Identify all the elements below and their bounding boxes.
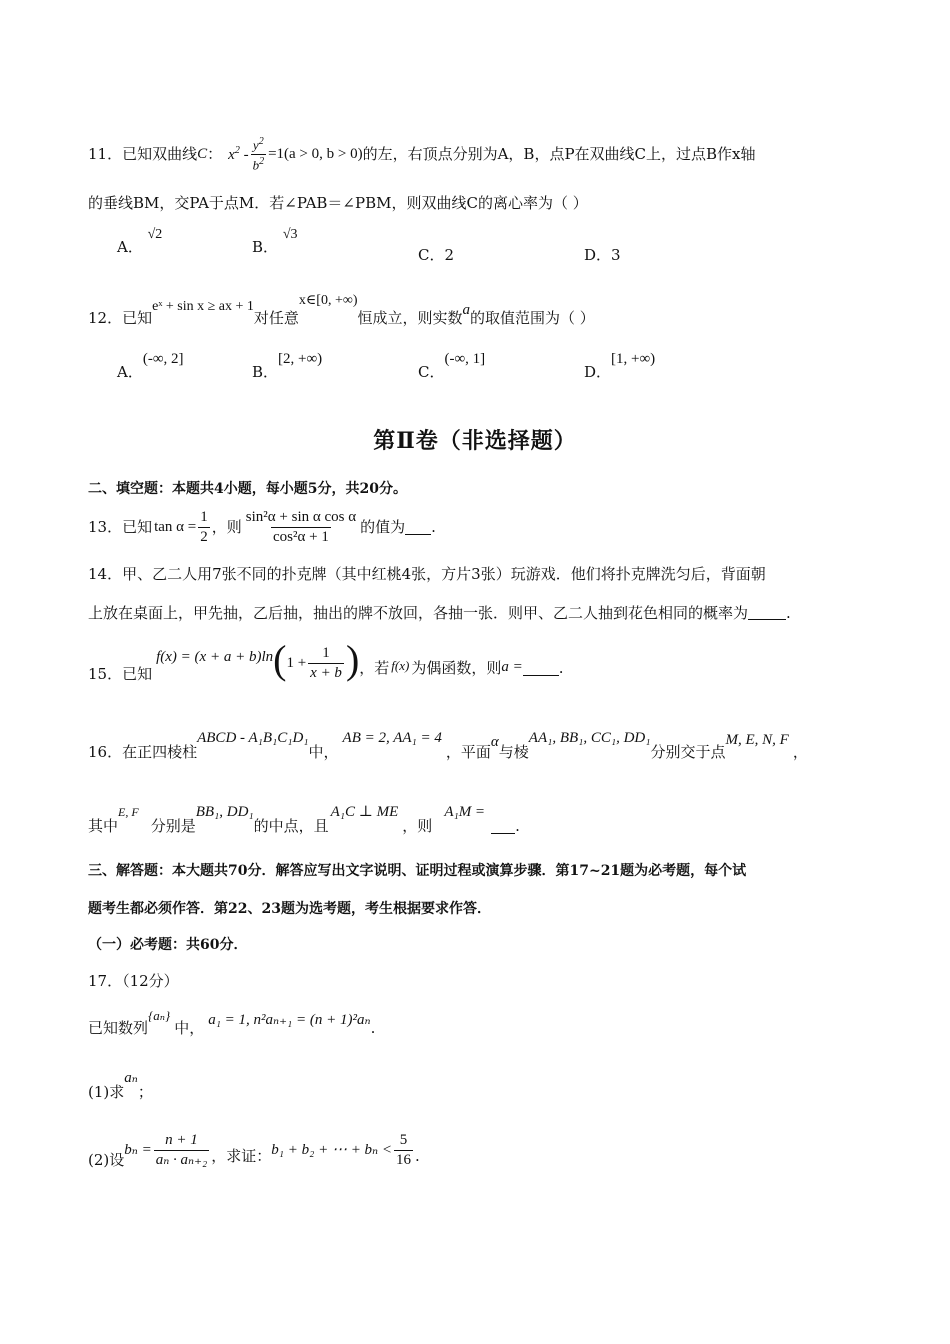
q17-sum: b₁ + b₂ + ⋯ + bₙ <: [271, 1141, 393, 1158]
part3-line1: 三、解答题：本大题共70分．解答应写出文字说明、证明过程或演算步骤．第17~21题为必考题，每个试: [88, 863, 747, 879]
q17-relation: a₁ = 1, n²aₙ₊₁ = (n + 1)²aₙ: [208, 1012, 371, 1028]
q12-option-c: [418, 350, 485, 382]
q16-ask: A₁M =: [444, 804, 486, 820]
q13-mid: ，则: [211, 517, 242, 536]
q16-end: .: [515, 817, 520, 835]
q15-fx: f(x): [391, 657, 410, 673]
q12-var: a: [462, 302, 471, 318]
q16-ef: E, F: [118, 805, 139, 819]
option-value: √3: [282, 227, 298, 242]
q12-pre: 已知: [122, 309, 153, 327]
q17-part1: [88, 1064, 153, 1100]
option-value: [2, +∞): [278, 351, 323, 367]
q12-option-b: [252, 350, 322, 382]
q11-number: 11．: [88, 144, 123, 163]
fraction-denominator: aₙ · aₙ₊₂: [155, 1151, 208, 1168]
q16-answer-blank[interactable]: [491, 819, 515, 834]
q11-line2: 的垂线BM，交PA于点M．若∠PAB＝∠PBM，则双曲线C的离心率为（ ）: [88, 194, 588, 212]
q16-midpoints: BB₁, DD₁: [195, 804, 254, 820]
q16-comma: ，: [792, 743, 808, 761]
q16-mid: 中，: [308, 743, 339, 761]
q17-part2-mid: ，求证：: [211, 1146, 272, 1165]
q16-perp: A₁C ⊥ ME: [330, 804, 399, 820]
option-label: D．3: [584, 246, 621, 264]
q11-option-d: [584, 244, 621, 265]
q17-part1-text: (1)求: [88, 1083, 125, 1101]
q17-bn: bₙ =: [124, 1141, 152, 1158]
fraction-numerator: 5: [399, 1131, 408, 1148]
q15-end: .: [558, 658, 564, 677]
q16-prism: ABCD - A₁B₁C₁D₁: [197, 730, 309, 746]
q11-post: 的左，右顶点分别为A，B，点P在双曲线C上，过点B作x轴: [362, 144, 756, 163]
q12-mid: 对任意: [253, 309, 299, 327]
q16-number: 16．: [88, 743, 123, 761]
q16-plane: α: [490, 734, 499, 750]
q17-end: .: [370, 1019, 376, 1037]
q13-expression-fraction: [244, 510, 358, 545]
q11-line1: [88, 136, 756, 172]
q15-mid: ，若: [359, 658, 390, 677]
q16-l2-pre: 其中: [88, 817, 119, 835]
q17-line: [88, 1000, 375, 1036]
fraction-numerator: n + 1: [165, 1131, 198, 1148]
q16-mid3: 与棱: [498, 743, 529, 761]
q11-option-b: [252, 227, 298, 257]
q16-pre: 在正四棱柱: [122, 743, 198, 761]
option-value: (-∞, 2]: [142, 351, 184, 367]
q16-mid2: ，平面: [445, 743, 491, 761]
q11-hyperbola-x-term: $x^2$ -: [228, 144, 249, 163]
option-label: C．2: [418, 246, 455, 264]
q15-post: 为偶函数，则: [411, 658, 502, 677]
option-label: B．: [252, 363, 279, 381]
q15-function: f(x) = (x + a + b)ln: [156, 648, 274, 665]
q16-line1: [88, 724, 808, 760]
q16-edges: AA₁, BB₁, CC₁, DD₁: [528, 730, 651, 746]
q13-answer-blank[interactable]: [405, 520, 431, 535]
fraction-denominator: 16: [396, 1151, 412, 1168]
q15-var: a =: [501, 658, 523, 675]
q17-part2: [88, 1124, 420, 1176]
option-label: C．: [418, 363, 445, 381]
q14-line1: 14．甲、乙二人用7张不同的扑克牌（其中红桃4张，方片3张）玩游戏．他们将扑克牌洗匀后，背面朝: [88, 565, 766, 583]
fraction-numerator: 1: [200, 508, 208, 525]
q17-sequence: {aₙ}: [148, 1008, 171, 1023]
q14-answer-blank[interactable]: [748, 605, 786, 620]
q15-left-paren: (: [273, 637, 287, 682]
fraction-numerator: sin²α + sin α cos α: [245, 508, 357, 525]
q11-curve: C: [197, 145, 208, 162]
q14-line2: [88, 605, 791, 621]
q13-number: 13．: [88, 517, 123, 536]
option-value: (-∞, 1]: [444, 351, 486, 367]
q17-header: 17．（12分）: [88, 972, 179, 990]
q16-l2-mid: 分别是: [150, 817, 196, 835]
q16-given: AB = 2, AA₁ = 4: [342, 730, 442, 746]
q15-number: 15．: [88, 664, 123, 683]
option-value: √2: [147, 227, 163, 242]
q13-post: 的值为: [360, 517, 406, 536]
q11-option-a: [117, 227, 163, 257]
option-label: A．: [117, 363, 143, 381]
q12-domain: x∈[0, +∞): [298, 293, 358, 308]
q14-line2-text: 上放在桌面上，甲先抽，乙后抽，抽出的牌不放回，各抽一张．则甲、乙二人抽到花色相同的概率为: [88, 604, 749, 622]
q15-inner: 1 +: [286, 654, 307, 671]
q17-bound-fraction: [394, 1133, 413, 1168]
q16-mid4: 分别交于点: [650, 743, 726, 761]
option-label: B．: [252, 238, 279, 256]
q12-number: 12．: [88, 309, 123, 327]
q16-line2: [88, 798, 520, 834]
q12-option-d: [584, 350, 655, 382]
q11-pre: 已知双曲线: [122, 144, 198, 163]
q13-condition-fraction: [198, 510, 210, 545]
q14-end: .: [786, 604, 791, 622]
q13-condition: tan α =: [154, 518, 197, 535]
q15-answer-blank[interactable]: [523, 661, 559, 676]
q15-line: [88, 636, 564, 690]
q15-right-paren: ): [345, 637, 360, 682]
option-label: D．: [584, 363, 612, 381]
q12-inequality: eˣ + sin x ≥ ax + 1: [152, 299, 254, 314]
q16-l2-mid3: ，则: [402, 817, 433, 835]
q17-pre: 已知数列: [88, 1019, 149, 1037]
section2-title: 第Ⅱ卷（非选择题）: [373, 428, 577, 454]
q16-l2-mid2: 的中点，且: [253, 817, 329, 835]
q15-pre: 已知: [122, 664, 153, 683]
q12-option-a: [117, 350, 184, 382]
fraction-denominator: 2: [200, 528, 208, 545]
q17-part1-end: ；: [137, 1083, 153, 1101]
q12-post: 恒成立，则实数: [357, 309, 463, 327]
q13-end: .: [431, 517, 436, 536]
q12-tail: 的取值范围为（ ）: [470, 309, 595, 327]
q11-option-c: [418, 244, 454, 265]
option-value: [1, +∞): [611, 351, 656, 367]
q12-line: [88, 290, 595, 326]
q17-mid: 中，: [174, 1019, 205, 1037]
part3-line2: 题考生都必须作答．第22、23题为选考题，考生根据要求作答．: [88, 901, 491, 917]
q13-pre: 已知: [122, 517, 153, 536]
fraction-numerator: 1: [322, 644, 330, 661]
q13-line: [88, 504, 436, 550]
q17-part2-end: .: [415, 1146, 420, 1165]
q11-colon: ：: [207, 144, 223, 163]
q11-hyperbola-fraction: $\frac{y^2}{b^2}$: [252, 136, 265, 172]
q17-bn-fraction: [154, 1133, 210, 1168]
q17-part1-var: aₙ: [124, 1070, 138, 1086]
q17-part2-text: (2)设: [88, 1150, 125, 1169]
option-label: A．: [117, 238, 143, 256]
fraction-denominator: cos²α + 1: [273, 528, 329, 545]
part2-header: 二、填空题：本题共4小题，每小题5分，共20分。: [88, 481, 407, 497]
part3-sub: （一）必考题：共60分．: [88, 937, 248, 953]
q15-fraction: [308, 646, 344, 681]
fraction-denominator: x + b: [310, 664, 342, 681]
q11-hyperbola-condition: =1(a > 0, b > 0): [268, 145, 363, 162]
q16-points: M, E, N, F: [725, 732, 789, 748]
